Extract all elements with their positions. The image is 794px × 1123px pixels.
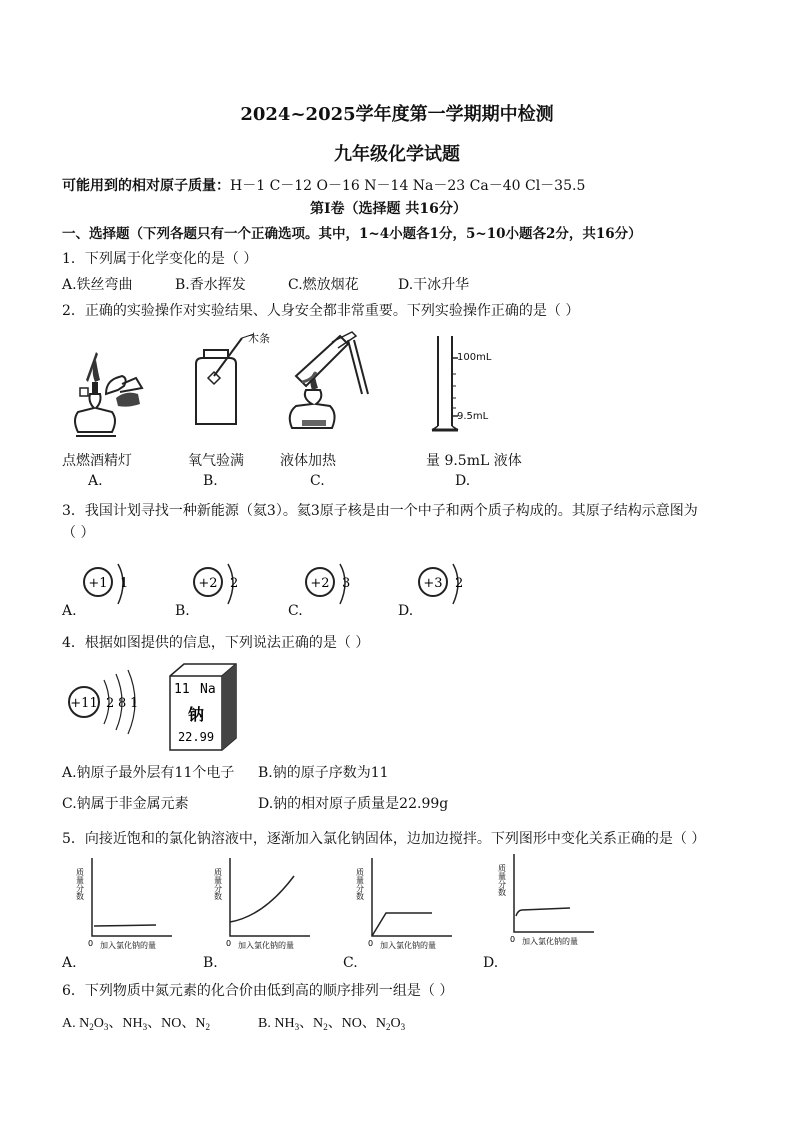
q2-label-c: C. [310, 473, 325, 489]
q2-caption-b: 氧气验满 [188, 453, 244, 469]
atom-a-nucleus: +1 [88, 576, 108, 591]
q4-stem: 4．根据如图提供的信息，下列说法正确的是（ ） [62, 635, 370, 651]
atom-c-nucleus: +2 [310, 576, 330, 591]
atom-b-electrons: 2 [230, 576, 239, 591]
q1-option-a: A.铁丝弯曲 [62, 277, 133, 293]
q2-stem: 2．正确的实验操作对实验结果、人身安全都非常重要。下列实验操作正确的是（ ） [62, 303, 580, 319]
q1-option-c: C.燃放烟花 [288, 277, 359, 293]
element-name: 钠 [187, 705, 205, 724]
q4-option-b: B.钠的原子序数为11 [258, 765, 389, 781]
graph-a-xlabel: 加入氯化钠的量 [100, 941, 156, 950]
q4-option-c: C.钠属于非金属元素 [62, 796, 189, 812]
q2-caption-a: 点燃酒精灯 [62, 453, 132, 469]
graph-d-origin: 0 [510, 935, 516, 944]
atom-a-electrons: 1 [120, 576, 129, 591]
q2-label-d: D. [455, 473, 471, 489]
cylinder-bottom-label: 9.5mL [457, 411, 489, 422]
graph-d [498, 852, 598, 952]
stick-label: 木条 [248, 332, 270, 345]
graph-b-xlabel: 加入氯化钠的量 [238, 941, 294, 950]
sodium-nucleus: +11 [70, 696, 98, 711]
q2-label-b: B. [203, 473, 218, 489]
graph-c-xlabel: 加入氯化钠的量 [380, 941, 436, 950]
q1-option-d: D.干冰升华 [398, 277, 470, 293]
q1-option-b: B.香水挥发 [175, 277, 246, 293]
element-mass: 22.99 [177, 730, 215, 744]
figure-liquid-heating [282, 326, 372, 436]
atomic-mass-values: H－1 C－12 O－16 N－14 Na－23 Ca－40 Cl－35.5 [230, 178, 586, 194]
exam-subtitle: 九年级化学试题 [334, 144, 460, 165]
exam-title: 2024~2025学年度第一学期期中检测 [240, 104, 554, 125]
atom-d-nucleus: +3 [423, 576, 443, 591]
q3-label-b: B. [175, 603, 190, 619]
q5-label-b: B. [203, 955, 218, 971]
sodium-element-cell [166, 662, 238, 754]
q6-stem: 6．下列物质中氮元素的化合价由低到高的顺序排列一组是（ ） [62, 983, 454, 999]
atom-diagram-b [190, 560, 260, 610]
graph-c-ylabel: 质量分数 [356, 868, 365, 900]
figure-graduated-cylinder [430, 334, 460, 434]
atom-diagram-c [302, 560, 372, 610]
q3-stem-line2: （ ） [62, 525, 95, 541]
atomic-mass-label: 可能用到的相对原子质量： [62, 178, 230, 194]
q6-option-b: B. $NH_3$、$N_2$、NO、$N_2O_3$ [258, 1016, 406, 1032]
section-title: 一、选择题（下列各题只有一个正确选项。其中，1~4小题各1分，5~10小题各2分，共16分） [62, 226, 642, 242]
graph-b-ylabel: 质量分数 [214, 868, 223, 900]
q2-caption-c: 液体加热 [280, 453, 336, 469]
q4-option-a: A.钠原子最外层有11个电子 [62, 765, 235, 781]
shell-2-electrons: 8 [118, 696, 127, 711]
q2-caption-d: 量 9.5mL 液体 [426, 453, 522, 469]
q2-label-a: A. [88, 473, 103, 489]
element-number: 11 [174, 682, 190, 697]
q5-label-c: C. [343, 955, 358, 971]
q5-label-a: A. [62, 955, 77, 971]
graph-d-xlabel: 加入氯化钠的量 [522, 937, 578, 946]
cylinder-top-label: 100mL [457, 352, 492, 363]
graph-b-origin: 0 [226, 939, 232, 948]
graph-a [76, 856, 176, 956]
element-symbol: Na [200, 682, 216, 697]
part1-title: 第Ⅰ卷（选择题 共16分） [310, 201, 467, 217]
q5-stem: 5．向接近饱和的氯化钠溶液中，逐渐加入氯化钠固体，边加边搅拌。下列图形中变化关系正确的是（ ） [62, 831, 706, 847]
sodium-atom-diagram [64, 662, 144, 742]
atom-c-electrons: 3 [342, 576, 351, 591]
atom-d-electrons: 2 [455, 576, 464, 591]
q1-stem: 1．下列属于化学变化的是（ ） [62, 251, 258, 267]
q3-label-a: A. [62, 603, 77, 619]
graph-a-ylabel: 质量分数 [76, 868, 85, 900]
figure-lighting-alcohol-lamp [66, 332, 156, 442]
graph-a-origin: 0 [88, 939, 94, 948]
q3-label-c: C. [288, 603, 303, 619]
q5-label-d: D. [483, 955, 499, 971]
q4-option-d: D.钠的相对原子质量是22.99g [258, 796, 449, 812]
q6-option-a: A. $N_2O_3$、$NH_3$、NO、$N_2$ [62, 1016, 210, 1032]
shell-1-electrons: 2 [106, 696, 115, 711]
q3-label-d: D. [398, 603, 414, 619]
atom-diagram-d [415, 560, 485, 610]
graph-c [356, 856, 456, 956]
graph-c-origin: 0 [368, 939, 374, 948]
graph-b [214, 856, 314, 956]
q3-stem-line1: 3．我国计划寻找一种新能源（氦3）。氦3原子核是由一个中子和两个质子构成的。其原子结构示意图为 [62, 503, 698, 519]
atomic-mass-line [62, 175, 585, 195]
shell-3-electrons: 1 [130, 696, 139, 711]
atom-diagram-a [80, 560, 150, 610]
atom-b-nucleus: +2 [198, 576, 218, 591]
graph-d-ylabel: 质量分数 [498, 864, 507, 896]
